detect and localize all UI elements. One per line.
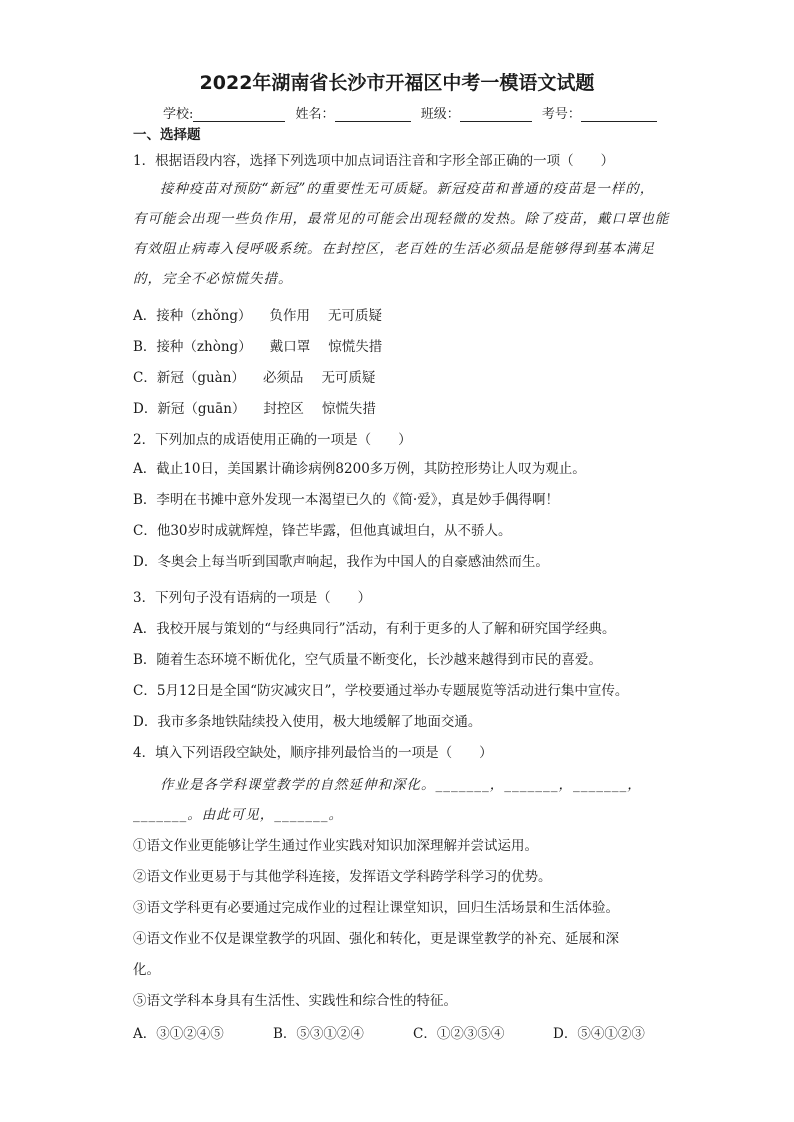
q1-option-a: A．接种（zhǒng） 负作用 无可质疑: [133, 308, 383, 324]
exam-no-blank: [581, 107, 657, 122]
q2-stem: 2．下列加点的成语使用正确的一项是（ ）: [133, 432, 412, 448]
q4-passage-line: 作业是各学科课堂教学的自然延伸和深化。_______，_______，_______，: [160, 777, 642, 793]
q4-option-b: B．⑤③①②④: [273, 1026, 364, 1042]
q4-item-1: ①语文作业更能够让学生通过作业实践对知识加深理解并尝试运用。: [133, 838, 538, 854]
q4-passage-line: _______。由此可见，_______。: [133, 807, 343, 823]
q4-stem: 4．填入下列语段空缺处，顺序排列最恰当的一项是（ ）: [133, 745, 493, 761]
q3-option-c: C．5月12日是全国“防灾减灾日”，学校要通过举办专题展览等活动进行集中宣传。: [133, 683, 629, 699]
q4-item-4-cont: 化。: [133, 962, 160, 978]
q1-option-d: D．新冠（guān） 封控区 惊慌失措: [133, 401, 376, 417]
q4-item-4: ④语文作业不仅是课堂教学的巩固、强化和转化，更是课堂教学的补充、延展和深: [133, 931, 619, 947]
q4-item-3: ③语文学科更有必要通过完成作业的过程让课堂知识，回归生活场景和生活体验。: [133, 900, 619, 916]
q1-option-c: C．新冠（guàn） 必须品 无可质疑: [133, 370, 376, 386]
q4-option-c: C．①②③⑤④: [413, 1026, 505, 1042]
q3-option-b: B．随着生态环境不断优化，空气质量不断变化，长沙越来越得到市民的喜爱。: [133, 652, 602, 668]
q2-option-c: C．他30岁时成就辉煌，锋芒毕露，但他真诚坦白，从不骄人。: [133, 523, 512, 539]
q3-stem: 3．下列句子没有语病的一项是（ ）: [133, 590, 372, 606]
name-label: 姓名：: [295, 107, 335, 122]
class-blank: [460, 107, 532, 122]
school-blank: [193, 107, 285, 122]
q4-option-a: A．③①②④⑤: [133, 1026, 224, 1042]
q2-option-b: B．李明在书摊中意外发现一本渴望已久的《简·爱》，真是妙手偶得啊！: [133, 492, 559, 508]
q1-option-b: B．接种（zhòng） 戴口罩 惊慌失措: [133, 339, 383, 355]
exam-no-label: 考号：: [541, 107, 581, 122]
student-info-row: [163, 103, 663, 122]
q4-options: [133, 1025, 693, 1043]
class-label: 班级：: [420, 107, 460, 122]
q4-option-d: D．⑤④①②③: [553, 1026, 645, 1042]
q4-item-5: ⑤语文学科本身具有生活性、实践性和综合性的特征。: [133, 993, 457, 1009]
q3-option-a: A．我校开展与策划的“与经典同行”活动，有利于更多的人了解和研究国学经典。: [133, 621, 616, 637]
q1-stem: 1．根据语段内容，选择下列选项中加点词语注音和字形全部正确的一项（ ）: [133, 153, 615, 169]
q3-option-d: D．我市多条地铁陆续投入使用，极大地缓解了地面交通。: [133, 714, 482, 730]
section-heading: 一、选择题: [133, 127, 201, 143]
q2-option-d: D．冬奥会上每当听到国歌声响起，我作为中国人的自豪感油然而生。: [133, 554, 549, 570]
page-title: 2022年湖南省长沙市开福区中考一模语文试题: [199, 72, 595, 94]
q1-passage-line: 接种疫苗对预防“新冠”的重要性无可质疑。新冠疫苗和普通的疫苗是一样的，: [160, 181, 655, 197]
q1-passage-line: 有可能会出现一些负作用，最常见的可能会出现轻微的发热。除了疫苗，戴口罩也能: [133, 211, 670, 227]
school-label: 学校:: [163, 107, 194, 122]
q2-option-a: A．截止10日，美国累计确诊病例8200多万例，其防控形势让人叹为观止。: [133, 461, 586, 477]
q1-passage-line: 有效阻止病毒入侵呼吸系统。在封控区，老百姓的生活必须品是能够得到基本满足: [133, 241, 655, 257]
q4-item-2: ②语文作业更易于与其他学科连接，发挥语文学科跨学科学习的优势。: [133, 869, 552, 885]
q1-passage-line: 的，完全不必惊慌失措。: [133, 271, 293, 287]
name-blank: [335, 107, 411, 122]
